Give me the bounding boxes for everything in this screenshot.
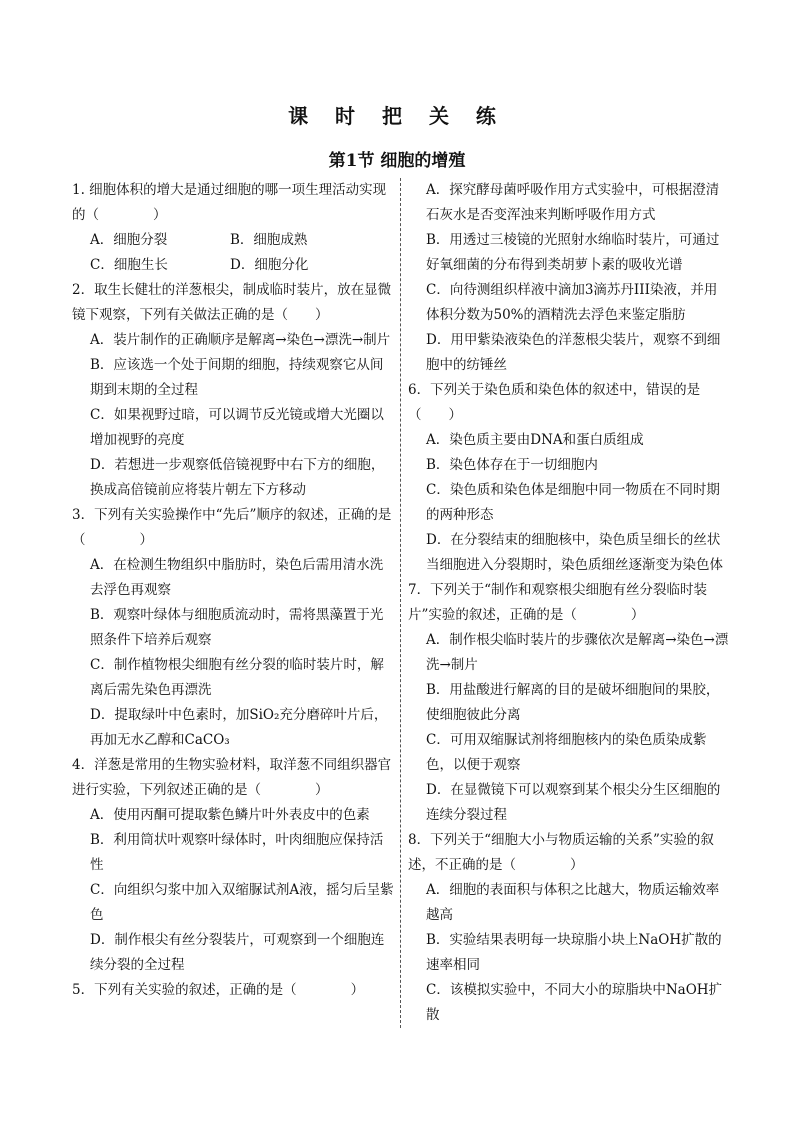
question-1 bbox=[72, 178, 394, 278]
option-a: A．制作根尖临时装片的步骤依次是解离→染色→漂洗→制片 bbox=[426, 632, 729, 673]
page-title: 课 时 把 关 练 bbox=[288, 104, 506, 128]
option-d: D．若想进一步观察低倍镜视野中右下方的细胞，换成高倍镜前应将装片朝左下方移动 bbox=[90, 457, 385, 498]
question-stem: 3．下列有关实验操作中“先后”顺序的叙述，正确的是（ ） bbox=[72, 507, 392, 548]
option-b: B．用透过三棱镜的光照射水绵临时装片，可通过好氧细菌的分布得到类胡萝卜素的吸收光谱 bbox=[426, 232, 720, 273]
option-b: B．实验结果表明每一块琼脂小块上NaOH扩散的速率相同 bbox=[426, 932, 722, 973]
option-c: C．可用双缩脲试剂将细胞核内的染色质染成紫色，以便于观察 bbox=[426, 732, 707, 773]
question-stem: 8．下列关于“细胞大小与物质运输的关系”实验的叙述，不正确的是（ ） bbox=[408, 832, 714, 873]
option-a: A．细胞的表面积与体积之比越大，物质运输效率越高 bbox=[426, 882, 720, 923]
question-7 bbox=[408, 578, 730, 828]
option-b: B．应该选一个处于间期的细胞，持续观察它从间期到末期的全过程 bbox=[90, 357, 384, 398]
option-row bbox=[72, 253, 394, 278]
option-b: B．染色体存在于一切细胞内 bbox=[426, 457, 598, 473]
option-d: D．在分裂结束的细胞核中，染色质呈细长的丝状当细胞进入分裂期时，染色质细丝逐渐变为染色体 bbox=[426, 532, 723, 573]
option-c: C．染色质和染色体是细胞中同一物质在不同时期的两种形态 bbox=[426, 482, 720, 523]
question-8 bbox=[408, 828, 730, 1028]
question-2 bbox=[72, 278, 394, 503]
option-d: D．细胞分化 bbox=[230, 257, 309, 273]
column-divider bbox=[400, 178, 401, 1028]
section-title: 第1节 细胞的增殖 bbox=[328, 151, 466, 171]
option-c: C．该模拟实验中，不同大小的琼脂块中NaOH扩散 bbox=[426, 982, 723, 1023]
question-stem: 4．洋葱是常用的生物实验材料，取洋葱不同组织器官进行实验，下列叙述正确的是（ ） bbox=[72, 757, 392, 798]
question-stem: 2．取生长健壮的洋葱根尖，制成临时装片，放在显微镜下观察，下列有关做法正确的是（ ） bbox=[72, 282, 392, 323]
option-c: C．制作植物根尖细胞有丝分裂的临时装片时，解离后需先染色再漂洗 bbox=[90, 657, 384, 698]
option-b: B．用盐酸进行解离的目的是破坏细胞间的果胶，使细胞彼此分离 bbox=[426, 682, 720, 723]
question-stem: 6．下列关于染色质和染色体的叙述中，错误的是（ ） bbox=[408, 382, 701, 423]
option-a: A．染色质主要由DNA和蛋白质组成 bbox=[426, 432, 644, 448]
question-stem: 7．下列关于“制作和观察根尖细胞有丝分裂临时装片”实验的叙述，正确的是（ ） bbox=[408, 582, 707, 623]
question-5 bbox=[72, 978, 394, 1003]
option-b: B．细胞成熟 bbox=[230, 232, 308, 248]
option-d: D．用甲紫染液染色的洋葱根尖装片，观察不到细胞中的纺锤丝 bbox=[426, 332, 721, 373]
right-column bbox=[408, 178, 730, 1028]
question-stem: 1. 细胞体积的增大是通过细胞的哪一项生理活动实现的（ ） bbox=[72, 182, 387, 223]
question-stem: 5．下列有关实验的叙述，正确的是（ ） bbox=[72, 982, 365, 998]
option-b: B．利用筒状叶观察叶绿体时，叶肉细胞应保持活性 bbox=[90, 832, 384, 873]
question-4 bbox=[72, 753, 394, 978]
option-a: A．在检测生物组织中脂肪时，染色后需用清水洗去浮色再观察 bbox=[90, 557, 384, 598]
option-d: D．制作根尖有丝分裂装片，可观察到一个细胞连续分裂的全过程 bbox=[90, 932, 385, 973]
option-c: C．向待测组织样液中滴加3滴苏丹III染液，并用体积分数为50%的酒精洗去浮色来鉴定脂肪 bbox=[426, 282, 718, 323]
option-a: A．细胞分裂 bbox=[90, 232, 168, 248]
option-b: B．观察叶绿体与细胞质流动时，需将黑藻置于光照条件下培养后观察 bbox=[90, 607, 384, 648]
option-row bbox=[72, 228, 394, 253]
option-a: A．使用丙酮可提取紫色鳞片叶外表皮中的色素 bbox=[90, 807, 370, 823]
option-c: C．向组织匀浆中加入双缩脲试剂A液，摇匀后呈紫色 bbox=[90, 882, 394, 923]
option-d: D．提取绿叶中色素时，加SiO₂充分磨碎叶片后，再加无水乙醇和CaCO₃ bbox=[90, 707, 388, 748]
option-c: C．细胞生长 bbox=[90, 257, 168, 273]
question-5-options bbox=[408, 178, 730, 378]
option-d: D．在显微镜下可以观察到某个根尖分生区细胞的连续分裂过程 bbox=[426, 782, 721, 823]
left-column bbox=[72, 178, 394, 1003]
option-a: A．探究酵母菌呼吸作用方式实验中，可根据澄清石灰水是否变浑浊来判断呼吸作用方式 bbox=[426, 182, 720, 223]
question-6 bbox=[408, 378, 730, 578]
option-c: C．如果视野过暗，可以调节反光镜或增大光圈以增加视野的亮度 bbox=[90, 407, 384, 448]
question-3 bbox=[72, 503, 394, 753]
option-a: A．装片制作的正确顺序是解离→染色→漂洗→制片 bbox=[90, 332, 391, 348]
